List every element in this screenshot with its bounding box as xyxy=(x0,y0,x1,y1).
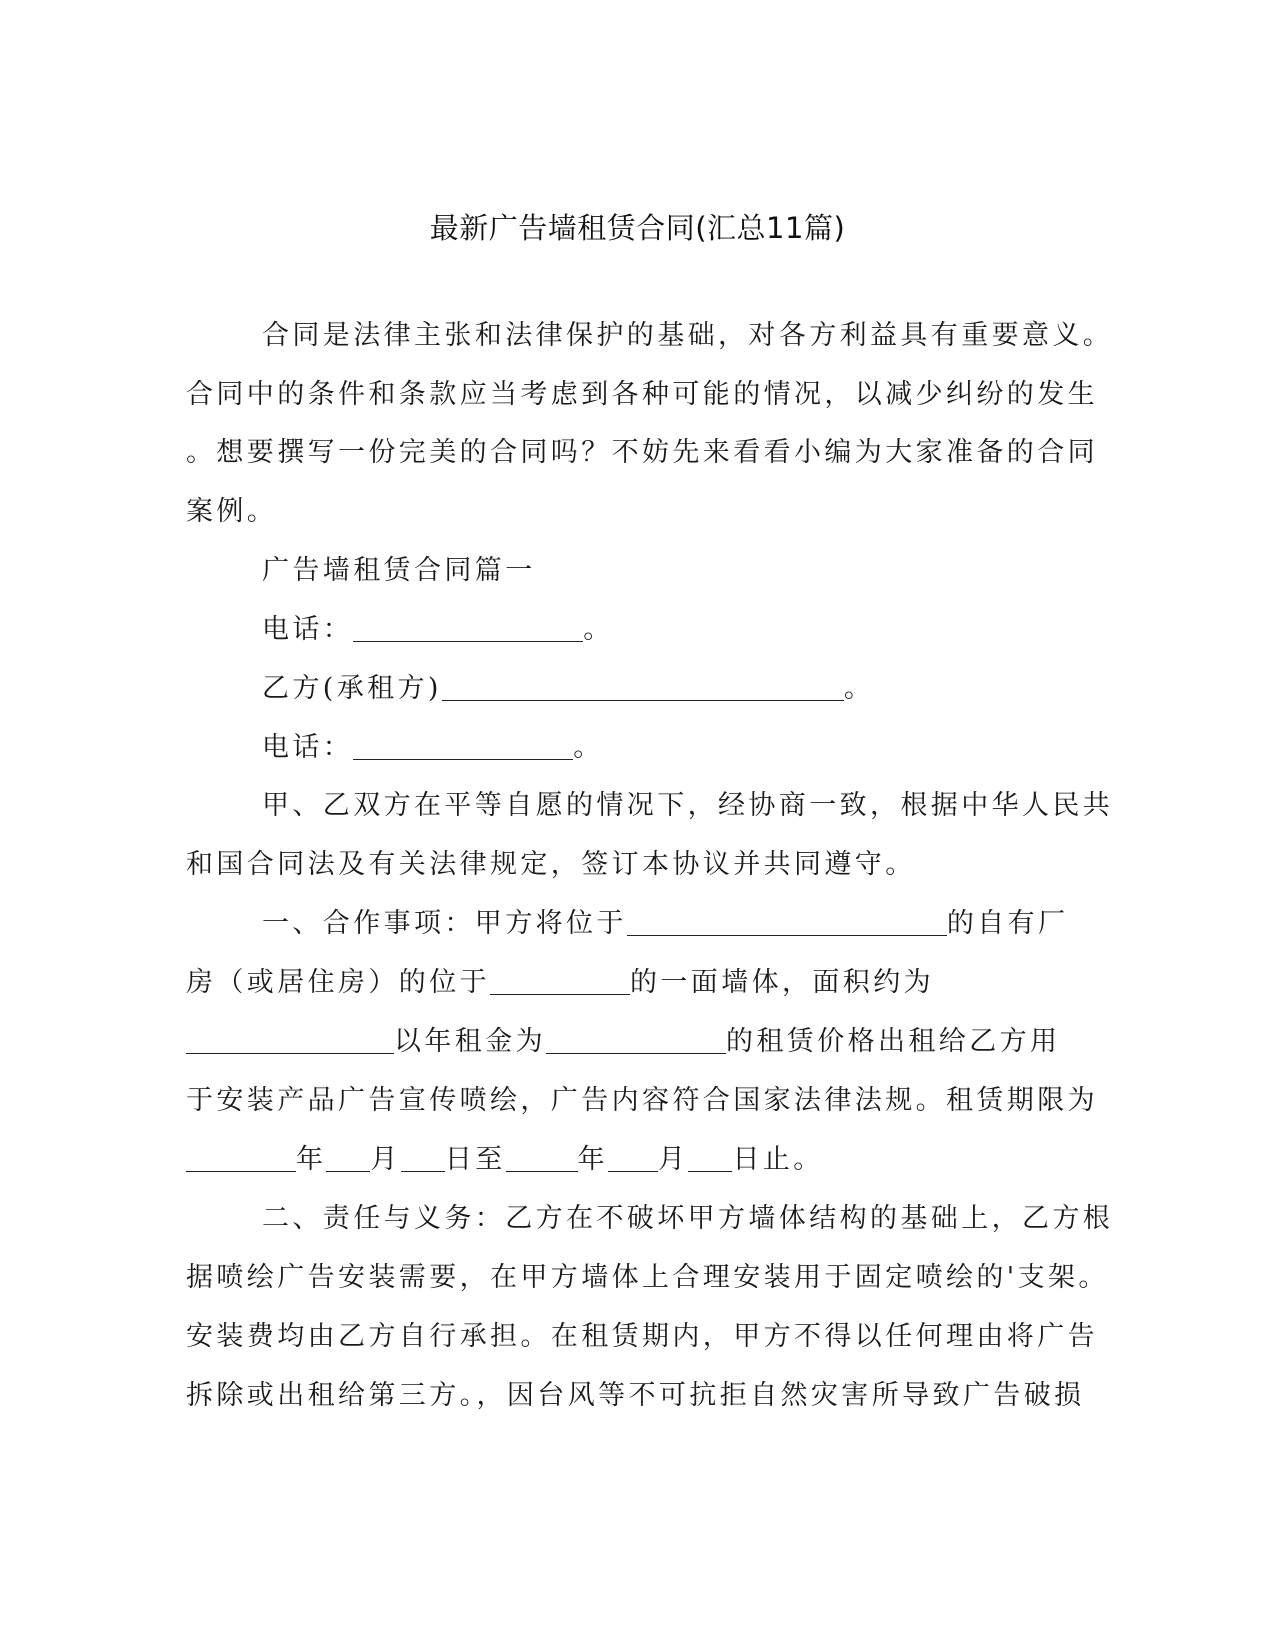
clause1-text: 以年租金为 xyxy=(394,1026,546,1057)
agreement-line-1: 甲、乙双方在平等自愿的情况下，经协商一致，根据中华人民共 xyxy=(262,790,1114,821)
day-to-label: 日至 xyxy=(444,1144,506,1175)
clause1-line-3 xyxy=(186,1026,1060,1058)
section-heading: 广告墙租赁合同篇一 xyxy=(262,555,536,586)
party-b-end: 。 xyxy=(843,673,875,704)
area-blank xyxy=(186,1027,394,1054)
phone-end: 。 xyxy=(583,614,614,645)
day-end-label: 日止。 xyxy=(732,1144,824,1175)
start-year-blank xyxy=(186,1145,296,1172)
phone-label: 电话： xyxy=(262,732,354,763)
clause1-text: 房（或居住房）的位于 xyxy=(186,967,490,998)
end-year-blank xyxy=(506,1145,578,1172)
document-title: 最新广告墙租赁合同(汇总11篇) xyxy=(429,211,846,245)
clause1-text: 的租赁价格出租给乙方用 xyxy=(726,1026,1061,1057)
phone-line-2 xyxy=(262,732,604,764)
clause1-line-1 xyxy=(262,908,1068,940)
clause1-line-2 xyxy=(186,967,934,999)
phone-end: 。 xyxy=(573,732,604,763)
clause1-line-4: 于安装产品广告宣传喷绘，广告内容符合国家法律法规。租赁期限为 xyxy=(186,1085,1098,1116)
party-b-line xyxy=(262,673,874,705)
clause2-line-3: 安装费均由乙方自行承担。在租赁期内，甲方不得以任何理由将广告 xyxy=(186,1321,1098,1352)
location-blank xyxy=(627,909,947,936)
clause1-text: 的自有厂 xyxy=(946,908,1069,939)
clause1-text: 一、合作事项：甲方将位于 xyxy=(262,908,627,939)
phone-line-1 xyxy=(262,614,614,646)
party-b-label: 乙方(承租方) xyxy=(262,673,442,704)
phone-label: 电话： xyxy=(262,614,354,645)
phone-blank xyxy=(353,733,573,760)
clause2-line-4: 拆除或出租给第三方。，因台风等不可抗拒自然灾害所导致广告破损 xyxy=(186,1380,1085,1411)
start-month-blank xyxy=(326,1145,370,1172)
intro-line-1: 合同是法律主张和法律保护的基础，对各方利益具有重要意义。 xyxy=(262,320,1114,351)
start-day-blank xyxy=(401,1145,445,1172)
clause1-line-5 xyxy=(186,1144,824,1176)
rent-blank xyxy=(546,1027,726,1054)
clause1-text: 的一面墙体，面积约为 xyxy=(630,967,934,998)
month-label: 月 xyxy=(370,1144,401,1175)
intro-line-3: 。想要撰写一份完美的合同吗？不妨先来看看小编为大家准备的合同 xyxy=(186,437,1098,468)
intro-line-2: 合同中的条件和条款应当考虑到各种可能的情况，以减少纠纷的发生 xyxy=(186,379,1098,410)
agreement-line-2: 和国合同法及有关法律规定，签订本协议并共同遵守。 xyxy=(186,849,916,880)
year-label: 年 xyxy=(577,1144,609,1175)
intro-line-4: 案例。 xyxy=(186,496,278,527)
wall-position-blank xyxy=(490,968,630,995)
year-label: 年 xyxy=(296,1144,327,1175)
clause2-line-2: 据喷绘广告安装需要，在甲方墙体上合理安装用于固定喷绘的'支架。 xyxy=(186,1262,1109,1293)
end-month-blank xyxy=(608,1145,658,1172)
end-day-blank xyxy=(688,1145,732,1172)
party-b-blank xyxy=(442,674,844,701)
month-label: 月 xyxy=(658,1144,689,1175)
clause2-line-1: 二、责任与义务：乙方在不破坏甲方墙体结构的基础上，乙方根 xyxy=(262,1203,1114,1234)
phone-blank xyxy=(353,615,583,642)
